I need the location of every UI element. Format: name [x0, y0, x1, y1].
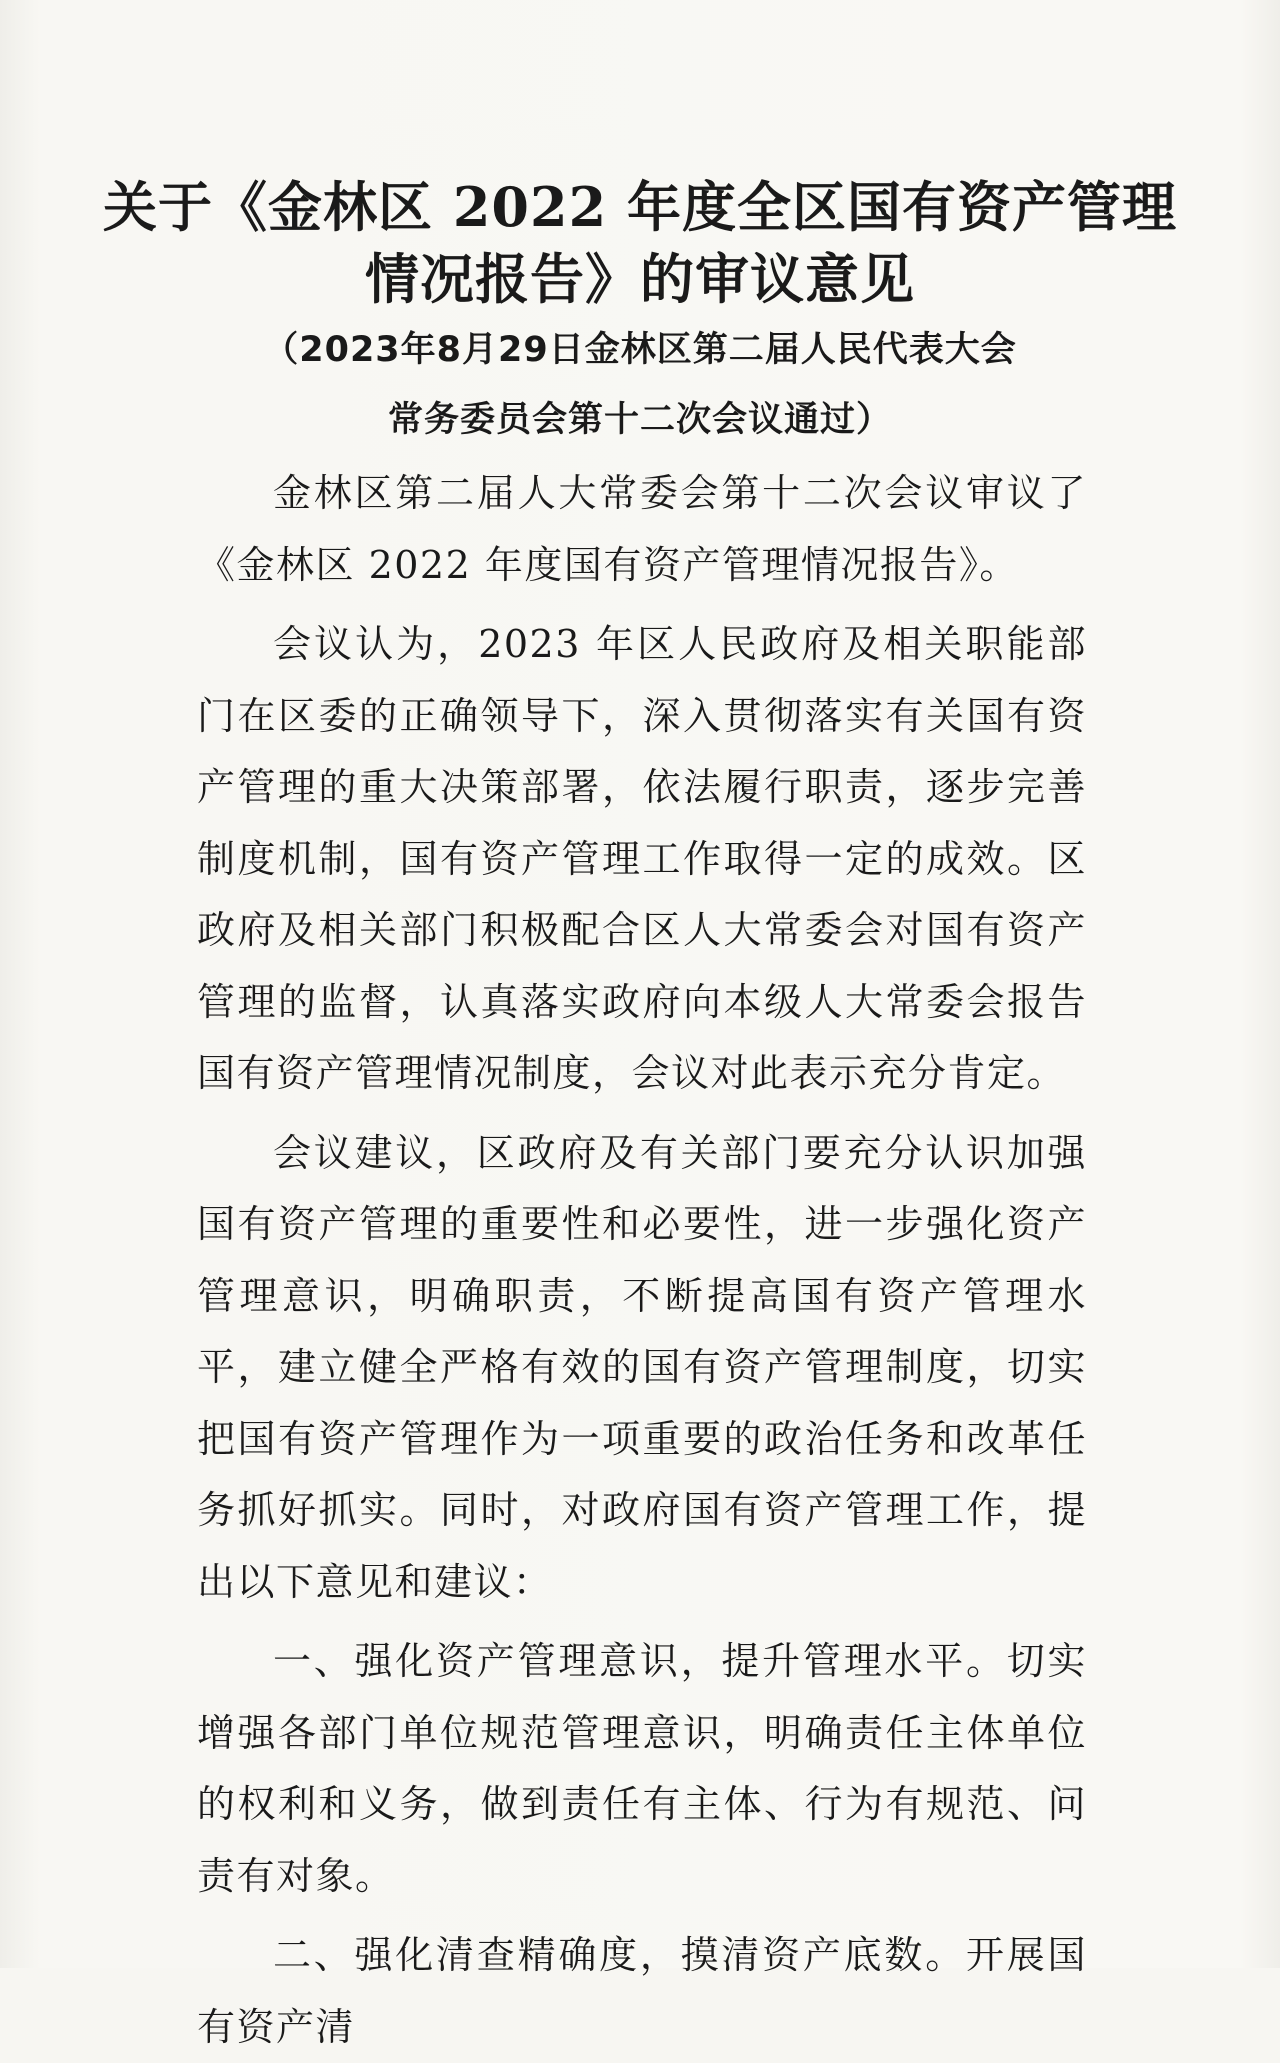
- paragraph-item-2: 二、强化清查精确度，摸清资产底数。开展国有资产清: [197, 1933, 1087, 2049]
- document-title-line-1: 关于《金林区 2022 年度全区国有资产管理: [103, 175, 1177, 239]
- document-subtitle-line-1: （2023年8月29日金林区第二届人民代表大会: [263, 330, 1017, 370]
- document-title-line-2: 情况报告》的审议意见: [365, 247, 915, 311]
- paragraph-meeting-opinion: 会议认为，2023 年区人民政府及相关职能部门在区委的正确领导下，深入贯彻落实有关国有资产管理的重大决策部署，依法履行职责，逐步完善制度机制，国有资产管理工作取得一定的成效。区政府及相关部门积极配合区人大常委会对国有资产管理的监督，认真落实政府向本级人大常委会报告国有资产管理情况制度，会议对此表示充分肯定。: [197, 622, 1087, 1095]
- document-body: [197, 458, 1087, 2063]
- document-subtitle-line-2: 常务委员会第十二次会议通过）: [387, 400, 892, 440]
- paragraph-meeting-suggestion: 会议建议，区政府及有关部门要充分认识加强国有资产管理的重要性和必要性，进一步强化资产管理意识，明确职责，不断提高国有资产管理水平，建立健全严格有效的国有资产管理制度，切实把国有资产管理作为一项重要的政治任务和改革任务抓好抓实。同时，对政府国有资产管理工作，提出以下意见和建议：: [197, 1130, 1087, 1604]
- paragraph-item-1: 一、强化资产管理意识，提升管理水平。切实增强各部门单位规范管理意识，明确责任主体单位的权利和义务，做到责任有主体、行为有规范、问责有对象。: [197, 1639, 1087, 1898]
- paragraph-intro: 金林区第二届人大常委会第十二次会议审议了《金林区 2022 年度国有资产管理情况报告》。: [197, 471, 1087, 587]
